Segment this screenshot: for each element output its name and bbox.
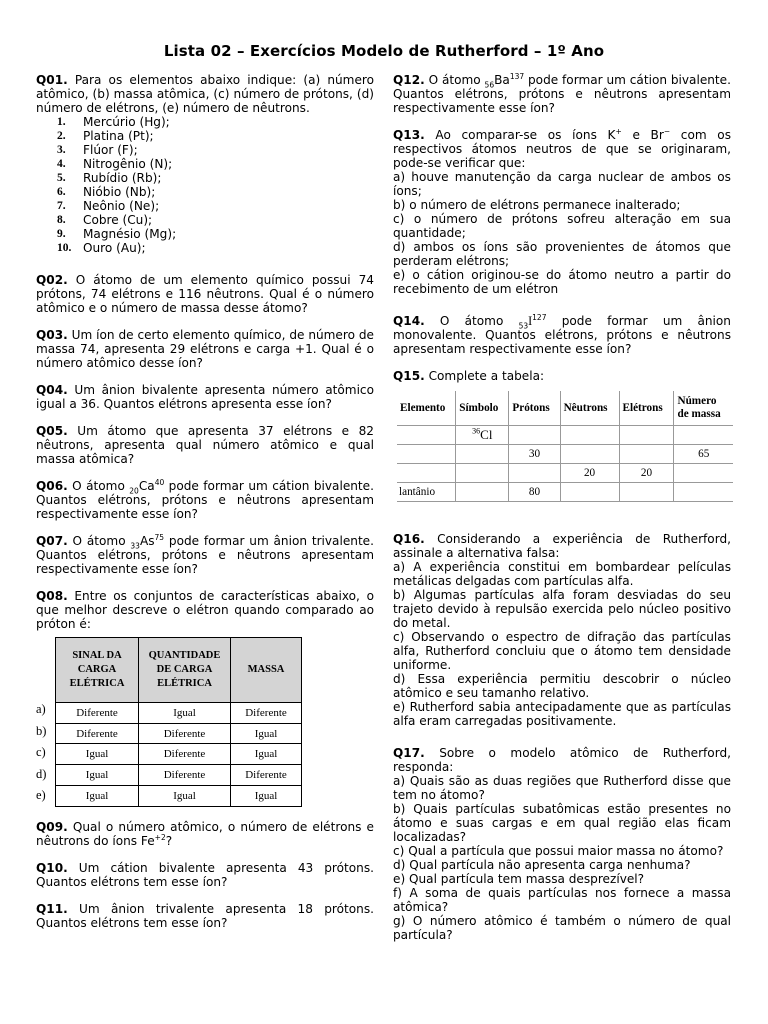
page-title: Lista 02 – Exercícios Modelo de Rutherford – 1º Ano — [163, 42, 605, 60]
left-column — [36, 73, 374, 943]
list-text: Rubídio (Rb); — [83, 171, 162, 185]
table-row — [397, 483, 733, 502]
table-cell: Igual — [231, 744, 302, 765]
table-cell: Igual — [139, 702, 231, 723]
question-q15 — [393, 369, 731, 502]
column-header: Nêutrons — [560, 391, 619, 426]
right-column — [393, 73, 731, 955]
option-letter: c) — [36, 745, 46, 760]
column-header: SINAL DA CARGA ELÉTRICA — [56, 638, 139, 703]
list-number: 3. — [57, 144, 66, 156]
option-item: e) Rutherford sabia antecipadamente que as partículas alfa eram carregadas positivamente. — [393, 700, 731, 728]
list-text: Nióbio (Nb); — [83, 185, 156, 199]
element-symbol: Ca — [138, 479, 155, 493]
table-cell: Diferente — [56, 723, 139, 744]
column-header: QUANTIDADE DE CARGA ELÉTRICA — [139, 638, 231, 703]
atomic-number: 53 — [518, 321, 529, 331]
table-cell — [560, 445, 619, 464]
ion-charge: +2 — [154, 832, 166, 842]
option-letter: d) — [36, 766, 47, 781]
list-item — [57, 213, 374, 227]
option-letter: e) — [36, 788, 46, 803]
question-q02 — [36, 273, 374, 315]
question-number: Q05. — [36, 424, 68, 438]
ion-charge: + — [615, 126, 622, 136]
list-number: 2. — [57, 130, 66, 142]
table-cell — [674, 483, 733, 502]
option-item: c) Qual a partícula que possui maior massa no átomo? — [393, 844, 724, 858]
question-text: pode formar um cátion bivalente. Quantos elétrons, prótons e nêutrons apresentam respectivamente esse íon? — [36, 479, 374, 521]
options-list — [393, 774, 731, 942]
table-cell: Igual — [56, 786, 139, 807]
table-cell — [397, 445, 456, 464]
option-item: b) Algumas partículas alfa foram desviadas do seu trajeto devido à repulsão exercida pelo núcleo positivo do metal. — [393, 588, 731, 630]
table-cell: Igual — [139, 786, 231, 807]
question-number: Q11. — [36, 901, 68, 916]
table-cell: Diferente — [56, 702, 139, 723]
table-row — [397, 445, 733, 464]
table-cell — [619, 426, 674, 445]
table-row — [56, 786, 302, 807]
column-header: Prótons — [509, 391, 560, 426]
option-item: d) Essa experiência permitiu descobrir o núcleo atômico e seu tamanho relativo. — [393, 672, 731, 700]
list-text: Mercúrio (Hg); — [83, 115, 170, 129]
list-text: Flúor (F); — [83, 143, 138, 157]
question-q13 — [393, 128, 731, 296]
question-number: Q15. — [393, 369, 425, 383]
table-cell — [456, 464, 509, 483]
mass-number: 40 — [154, 477, 165, 487]
list-text: Magnésio (Mg); — [83, 227, 177, 241]
atomic-number: 33 — [130, 541, 140, 551]
question-text: Um íon de certo elemento químico, de número de massa 74, apresenta 29 elétrons e carga +1. Qual é o número atômico desse íon? — [36, 328, 374, 370]
list-number: 8. — [57, 214, 66, 226]
option-item: b) Quais partículas subatômicas estão presentes no átomo e suas cargas e em qual região elas ficam localizadas? — [393, 802, 731, 844]
table-cell: 80 — [509, 483, 560, 502]
column-header: Elétrons — [619, 391, 674, 426]
q08-table-wrap — [36, 637, 374, 807]
element-symbol: I — [528, 314, 533, 328]
table-cell — [397, 426, 456, 445]
question-text: Complete a tabela: — [428, 369, 545, 383]
question-q16 — [393, 532, 731, 728]
option-item: d) ambos os íons são provenientes de átomos que perderam elétrons; — [393, 240, 731, 268]
mass-number: 137 — [509, 71, 525, 81]
table-cell — [674, 426, 733, 445]
question-q06 — [36, 479, 374, 521]
element-symbol: Cl — [480, 426, 493, 442]
question-number: Q07. — [36, 534, 68, 548]
question-text: Ao comparar-se os íons K — [435, 128, 616, 142]
question-q08 — [36, 589, 374, 807]
mass-number: 127 — [532, 312, 547, 322]
question-q11 — [36, 902, 374, 930]
list-item — [57, 129, 374, 143]
table-cell: 20 — [619, 464, 674, 483]
table-cell: 65 — [674, 445, 733, 464]
table-cell — [509, 464, 560, 483]
question-q12 — [393, 73, 731, 115]
atomic-number: 56 — [484, 80, 495, 90]
option-item: c) Observando o espectro de difração das partículas alfa, Rutherford concluiu que o átomo tem densidade uniforme. — [393, 630, 731, 672]
question-number: Q10. — [36, 860, 68, 875]
list-text: Nitrogênio (N); — [83, 157, 173, 171]
question-number: Q13. — [393, 128, 425, 142]
question-text: O átomo de um elemento químico possui 74 prótons, 74 elétrons e 116 nêutrons. Qual é o número atômico e o número de massa desse átomo? — [36, 273, 374, 315]
list-text: Platina (Pt); — [83, 129, 154, 143]
q15-table — [397, 391, 733, 502]
table-cell-symbol — [456, 426, 509, 445]
table-header-row — [397, 391, 733, 426]
table-cell — [456, 445, 509, 464]
option-letter: b) — [36, 723, 47, 738]
list-text: Ouro (Au); — [83, 241, 146, 255]
options-list — [393, 560, 731, 728]
table-header-row — [56, 638, 302, 703]
question-text: e Br — [621, 128, 664, 142]
list-number: 10. — [57, 242, 72, 254]
question-text: Considerando a experiência de Rutherford, assinale a alternativa falsa: — [393, 532, 731, 560]
list-item — [57, 227, 374, 241]
question-text: pode formar um ânion monovalente. Quantos elétrons, prótons e nêutrons apresentam respectivamente esse íon? — [393, 314, 731, 356]
table-row — [56, 702, 302, 723]
question-q04 — [36, 383, 374, 411]
list-item — [57, 157, 374, 171]
question-text: O átomo — [439, 314, 504, 328]
option-item: b) o número de elétrons permanece inalterado; — [393, 198, 681, 212]
option-item: d) Qual partícula não apresenta carga nenhuma? — [393, 858, 691, 872]
question-text: Entre os conjuntos de características abaixo, o que melhor descreve o elétron quando comparado ao próton é: — [36, 589, 374, 631]
list-text: Neônio (Ne); — [83, 199, 160, 213]
table-cell — [619, 483, 674, 502]
column-header: MASSA — [231, 638, 302, 703]
table-cell — [509, 426, 560, 445]
table-row — [56, 744, 302, 765]
option-item: a) A experiência constitui em bombardear películas metálicas delgadas com partículas alfa. — [393, 560, 731, 588]
column-header: Número de massa — [674, 391, 733, 426]
question-text: Um átomo que apresenta 37 elétrons e 82 nêutrons, apresenta qual número atômico e qual massa atômica? — [36, 424, 374, 466]
option-item: e) Qual partícula tem massa desprezível? — [393, 872, 645, 886]
table-cell — [674, 464, 733, 483]
option-item: g) O número atômico é também o número de qual partícula? — [393, 914, 731, 942]
question-text: O átomo — [72, 479, 125, 493]
list-item — [57, 185, 374, 199]
option-item: a) houve manutenção da carga nuclear de ambos os íons; — [393, 170, 731, 198]
table-cell: Diferente — [231, 702, 302, 723]
question-text: Para os elementos abaixo indique: (a) número atômico, (b) massa atômica, (c) número de prótons, (d) número de elétrons, (e) número de nêutrons. — [36, 73, 374, 115]
question-q10 — [36, 861, 374, 889]
question-text: pode formar um cátion bivalente. Quantos elétrons, prótons e nêutrons apresentam respectivamente esse íon? — [393, 73, 731, 115]
list-number: 7. — [57, 200, 66, 212]
question-text: Um cátion bivalente apresenta 43 prótons. Quantos elétrons tem esse íon? — [36, 860, 374, 889]
q08-table — [55, 637, 302, 807]
table-cell: 20 — [560, 464, 619, 483]
table-row — [397, 464, 733, 483]
table-cell: Igual — [56, 765, 139, 786]
question-text: Qual o número atômico, o número de elétrons e nêutrons do íons Fe — [36, 819, 374, 848]
column-header: Símbolo — [456, 391, 509, 426]
list-number: 6. — [57, 186, 66, 198]
list-number: 1. — [57, 116, 66, 128]
question-text: Um ânion bivalente apresenta número atômico igual a 36. Quantos elétrons apresenta esse íon? — [36, 383, 374, 411]
element-symbol: As — [139, 534, 155, 548]
table-cell: Diferente — [139, 765, 231, 786]
list-number: 4. — [57, 158, 66, 170]
question-number: Q17. — [393, 746, 425, 760]
table-cell — [397, 464, 456, 483]
question-q01 — [36, 73, 374, 255]
table-cell — [456, 483, 509, 502]
table-row — [56, 765, 302, 786]
question-text: O átomo — [72, 534, 126, 548]
list-item — [57, 241, 374, 255]
question-q03 — [36, 328, 374, 370]
list-item — [57, 199, 374, 213]
list-number: 9. — [57, 228, 66, 240]
question-q09 — [36, 820, 374, 848]
mass-number: 75 — [154, 532, 165, 542]
ion-charge: − — [663, 126, 671, 136]
table-cell — [560, 483, 619, 502]
question-q05 — [36, 424, 374, 466]
question-number: Q03. — [36, 328, 68, 342]
question-text: pode formar um ânion trivalente. Quantos elétrons, prótons e nêutrons apresentam respectivamente esse íon? — [36, 534, 374, 576]
element-list — [36, 115, 374, 255]
question-number: Q02. — [36, 273, 68, 287]
list-item — [57, 115, 374, 129]
table-cell: Igual — [56, 744, 139, 765]
question-text: Um ânion trivalente apresenta 18 prótons. Quantos elétrons tem esse íon? — [36, 901, 374, 930]
question-q17 — [393, 746, 731, 942]
list-item — [57, 171, 374, 185]
column-header: Elemento — [400, 401, 446, 414]
table-cell: Diferente — [231, 765, 302, 786]
table-row — [397, 426, 733, 445]
option-letter: a) — [36, 702, 46, 716]
question-number: Q14. — [393, 314, 425, 328]
options-list — [393, 170, 731, 296]
question-text: O átomo — [428, 73, 481, 87]
question-text: Sobre o modelo atômico de Rutherford, responda: — [393, 746, 731, 774]
table-cell: Diferente — [139, 723, 231, 744]
element-symbol: Ba — [494, 73, 510, 87]
question-q07 — [36, 534, 374, 576]
table-cell: 30 — [509, 445, 560, 464]
question-text: com os respectivos átomos neutros de que se originaram, pode-se verificar que: — [393, 128, 731, 170]
list-item — [57, 143, 374, 157]
question-q14 — [393, 314, 731, 356]
question-number: Q09. — [36, 819, 68, 834]
question-number: Q04. — [36, 383, 68, 397]
table-cell — [619, 445, 674, 464]
atomic-number: 20 — [129, 486, 139, 496]
question-number: Q08. — [36, 589, 68, 603]
table-cell: lantânio — [397, 483, 456, 502]
option-item: f) A soma de quais partículas nos fornece a massa atômica? — [393, 886, 731, 914]
table-cell — [560, 426, 619, 445]
option-item: e) o cátion originou-se do átomo neutro a partir do recebimento de um elétron — [393, 268, 731, 296]
question-number: Q12. — [393, 73, 425, 87]
option-item: a) Quais são as duas regiões que Rutherford disse que tem no átomo? — [393, 774, 731, 802]
question-number: Q16. — [393, 532, 425, 546]
list-text: Cobre (Cu); — [83, 213, 153, 227]
list-number: 5. — [57, 172, 66, 184]
question-text: ? — [165, 833, 173, 848]
table-cell: Diferente — [139, 744, 231, 765]
option-item: c) o número de prótons sofreu alteração em sua quantidade; — [393, 212, 731, 240]
question-number: Q01. — [36, 73, 68, 87]
table-cell: Igual — [231, 723, 302, 744]
table-row — [56, 723, 302, 744]
mass-number: 36 — [472, 426, 481, 436]
question-number: Q06. — [36, 479, 68, 493]
table-cell: Igual — [231, 786, 302, 807]
